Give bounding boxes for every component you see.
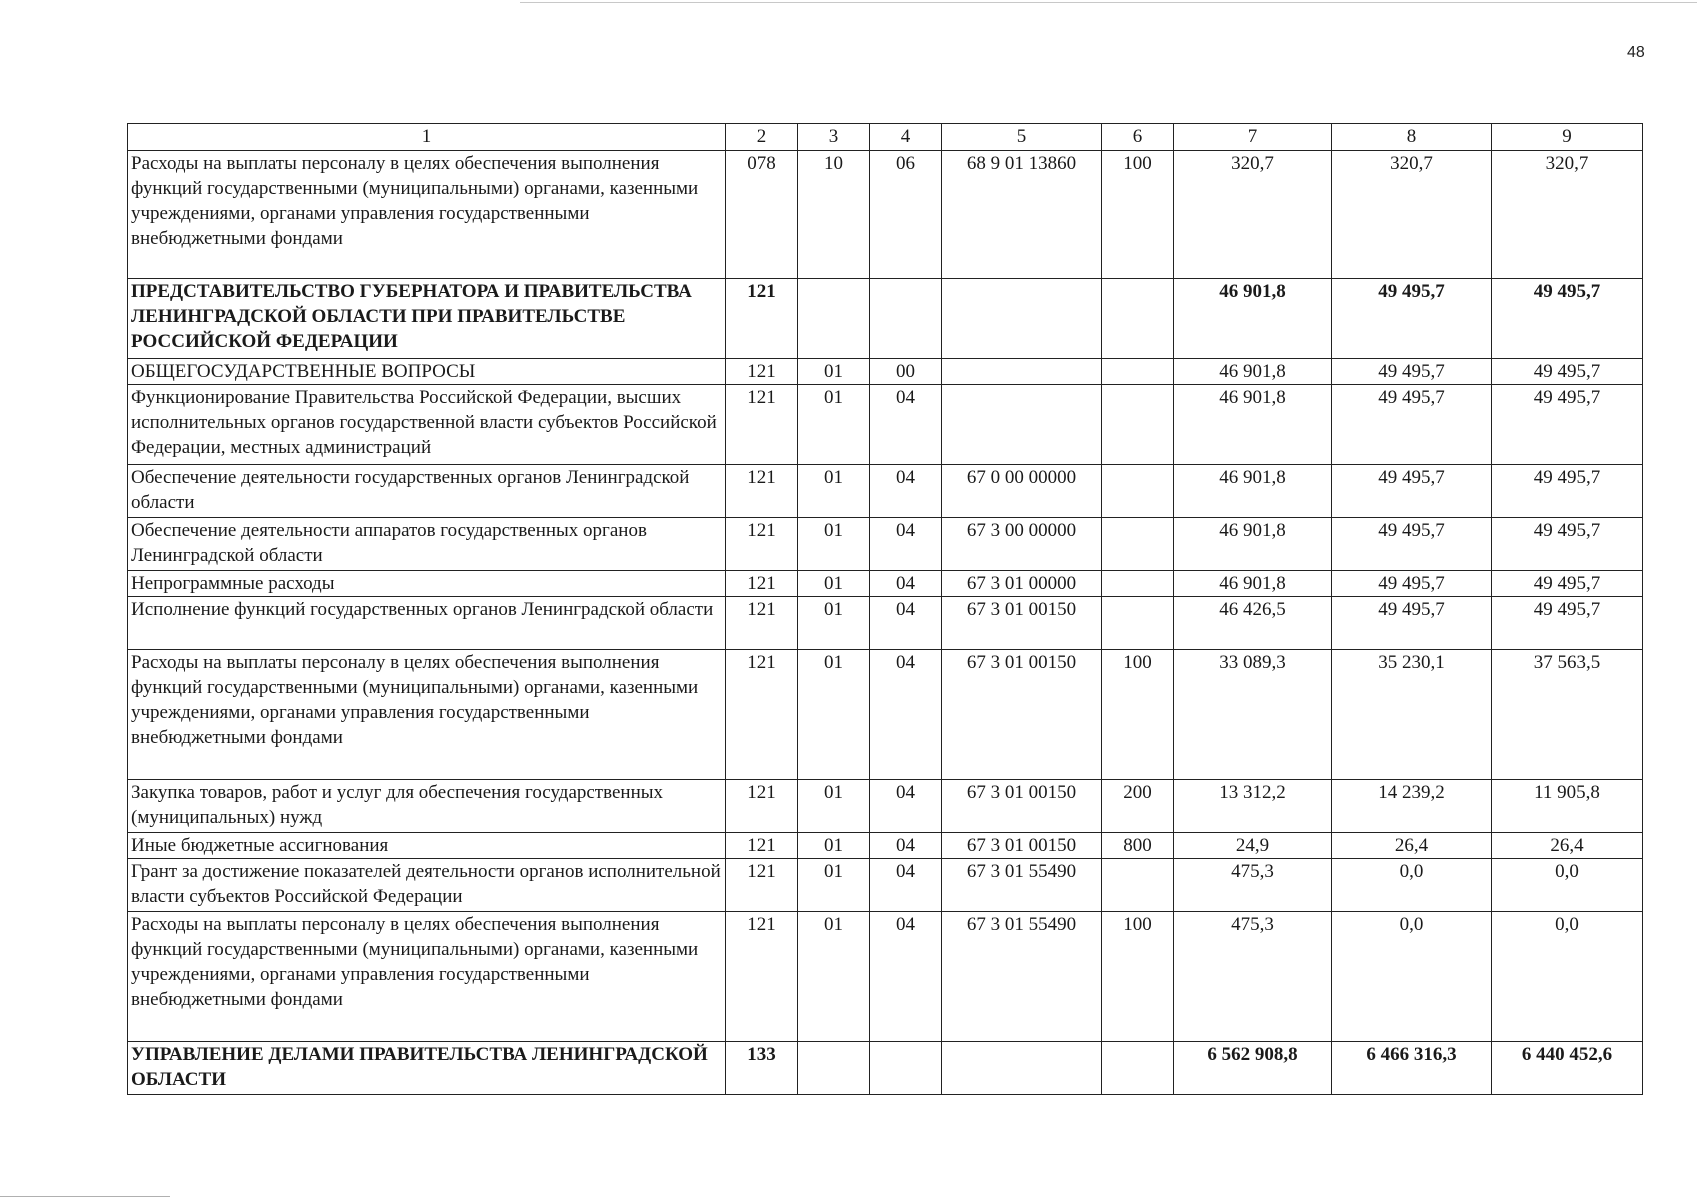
target-article-cell xyxy=(942,385,1102,465)
table-row xyxy=(128,912,1643,1042)
amount-year3-cell: 320,7 xyxy=(1492,151,1643,279)
section-code-cell: 01 xyxy=(798,518,870,571)
row-name-cell: УПРАВЛЕНИЕ ДЕЛАМИ ПРАВИТЕЛЬСТВА ЛЕНИНГРАДСКОЙ ОБЛАСТИ xyxy=(128,1042,726,1095)
subsection-code-cell: 04 xyxy=(870,597,942,650)
row-name-cell: Закупка товаров, работ и услуг для обеспечения государственных (муниципальных) нужд xyxy=(128,780,726,833)
expense-type-cell xyxy=(1102,279,1174,359)
amount-year3-cell: 49 495,7 xyxy=(1492,518,1643,571)
expense-type-cell: 800 xyxy=(1102,833,1174,859)
amount-year1-cell: 13 312,2 xyxy=(1174,780,1332,833)
amount-year1-cell: 24,9 xyxy=(1174,833,1332,859)
expense-type-cell xyxy=(1102,571,1174,597)
section-code-cell: 01 xyxy=(798,833,870,859)
amount-year3-cell: 49 495,7 xyxy=(1492,571,1643,597)
target-article-cell: 67 3 00 00000 xyxy=(942,518,1102,571)
row-name-cell: Обеспечение деятельности аппаратов государственных органов Ленинградской области xyxy=(128,518,726,571)
target-article-cell: 68 9 01 13860 xyxy=(942,151,1102,279)
grbs-code-cell: 121 xyxy=(726,279,798,359)
subsection-code-cell: 04 xyxy=(870,780,942,833)
table-row xyxy=(128,650,1643,780)
amount-year1-cell: 46 901,8 xyxy=(1174,359,1332,385)
amount-year1-cell: 46 901,8 xyxy=(1174,465,1332,518)
grbs-code-cell: 121 xyxy=(726,571,798,597)
table-row xyxy=(128,780,1643,833)
grbs-code-cell: 121 xyxy=(726,597,798,650)
expense-type-cell xyxy=(1102,359,1174,385)
amount-year1-cell: 6 562 908,8 xyxy=(1174,1042,1332,1095)
column-header: 7 xyxy=(1174,124,1332,151)
subsection-code-cell: 04 xyxy=(870,385,942,465)
amount-year3-cell: 49 495,7 xyxy=(1492,465,1643,518)
amount-year3-cell: 37 563,5 xyxy=(1492,650,1643,780)
column-header: 8 xyxy=(1332,124,1492,151)
row-name-cell: Исполнение функций государственных органов Ленинградской области xyxy=(128,597,726,650)
subsection-code-cell: 04 xyxy=(870,912,942,1042)
row-name-cell: Расходы на выплаты персоналу в целях обеспечения выполнения функций государственными (муниципальными) органами, казенными учреждениями, органами управления государственными внебюджетными фондами xyxy=(128,151,726,279)
target-article-cell xyxy=(942,279,1102,359)
row-name-cell: Непрограммные расходы xyxy=(128,571,726,597)
row-name-cell: Функционирование Правительства Российской Федерации, высших исполнительных органов государственной власти субъектов Российской Федерации, местных администраций xyxy=(128,385,726,465)
subsection-code-cell: 00 xyxy=(870,359,942,385)
section-code-cell: 01 xyxy=(798,650,870,780)
table-row xyxy=(128,833,1643,859)
target-article-cell: 67 0 00 00000 xyxy=(942,465,1102,518)
budget-table xyxy=(127,123,1643,1095)
table-row xyxy=(128,279,1643,359)
expense-type-cell: 100 xyxy=(1102,650,1174,780)
expense-type-cell xyxy=(1102,518,1174,571)
expense-type-cell xyxy=(1102,1042,1174,1095)
table-row xyxy=(128,151,1643,279)
amount-year3-cell: 26,4 xyxy=(1492,833,1643,859)
subsection-code-cell: 04 xyxy=(870,650,942,780)
target-article-cell: 67 3 01 00000 xyxy=(942,571,1102,597)
subsection-code-cell: 04 xyxy=(870,571,942,597)
amount-year3-cell: 49 495,7 xyxy=(1492,279,1643,359)
amount-year3-cell: 49 495,7 xyxy=(1492,597,1643,650)
row-name-cell: Иные бюджетные ассигнования xyxy=(128,833,726,859)
amount-year3-cell: 49 495,7 xyxy=(1492,385,1643,465)
table-row xyxy=(128,597,1643,650)
section-code-cell: 01 xyxy=(798,359,870,385)
amount-year1-cell: 46 426,5 xyxy=(1174,597,1332,650)
amount-year1-cell: 475,3 xyxy=(1174,859,1332,912)
section-code-cell: 10 xyxy=(798,151,870,279)
amount-year3-cell: 49 495,7 xyxy=(1492,359,1643,385)
subsection-code-cell: 04 xyxy=(870,833,942,859)
row-name-cell: Расходы на выплаты персоналу в целях обеспечения выполнения функций государственными (муниципальными) органами, казенными учреждениями, органами управления государственными внебюджетными фондами xyxy=(128,912,726,1042)
top-rule xyxy=(520,2,1697,3)
column-header: 1 xyxy=(128,124,726,151)
column-header-row xyxy=(128,124,1643,151)
grbs-code-cell: 078 xyxy=(726,151,798,279)
section-code-cell: 01 xyxy=(798,859,870,912)
amount-year2-cell: 49 495,7 xyxy=(1332,279,1492,359)
section-code-cell: 01 xyxy=(798,465,870,518)
row-name-cell: ПРЕДСТАВИТЕЛЬСТВО ГУБЕРНАТОРА И ПРАВИТЕЛЬСТВА ЛЕНИНГРАДСКОЙ ОБЛАСТИ ПРИ ПРАВИТЕЛЬСТВЕ РОССИЙСКОЙ ФЕДЕРАЦИИ xyxy=(128,279,726,359)
row-name-cell: Грант за достижение показателей деятельности органов исполнительной власти субъектов Российской Федерации xyxy=(128,859,726,912)
section-code-cell: 01 xyxy=(798,780,870,833)
amount-year2-cell: 49 495,7 xyxy=(1332,571,1492,597)
expense-type-cell xyxy=(1102,597,1174,650)
amount-year1-cell: 46 901,8 xyxy=(1174,385,1332,465)
grbs-code-cell: 121 xyxy=(726,912,798,1042)
target-article-cell xyxy=(942,1042,1102,1095)
table-row xyxy=(128,1042,1643,1095)
grbs-code-cell: 121 xyxy=(726,359,798,385)
bottom-scan-mark xyxy=(0,1196,170,1197)
amount-year1-cell: 46 901,8 xyxy=(1174,571,1332,597)
grbs-code-cell: 121 xyxy=(726,465,798,518)
target-article-cell xyxy=(942,359,1102,385)
table-row xyxy=(128,465,1643,518)
expense-type-cell xyxy=(1102,465,1174,518)
column-header: 4 xyxy=(870,124,942,151)
subsection-code-cell: 04 xyxy=(870,518,942,571)
amount-year3-cell: 6 440 452,6 xyxy=(1492,1042,1643,1095)
page-number: 48 xyxy=(1627,44,1645,61)
amount-year1-cell: 46 901,8 xyxy=(1174,518,1332,571)
column-header: 5 xyxy=(942,124,1102,151)
table-row xyxy=(128,571,1643,597)
column-header: 3 xyxy=(798,124,870,151)
target-article-cell: 67 3 01 00150 xyxy=(942,780,1102,833)
column-header: 2 xyxy=(726,124,798,151)
table-row xyxy=(128,359,1643,385)
target-article-cell: 67 3 01 55490 xyxy=(942,859,1102,912)
expense-type-cell xyxy=(1102,385,1174,465)
subsection-code-cell: 04 xyxy=(870,465,942,518)
amount-year3-cell: 0,0 xyxy=(1492,912,1643,1042)
grbs-code-cell: 121 xyxy=(726,833,798,859)
section-code-cell: 01 xyxy=(798,912,870,1042)
row-name-cell: Обеспечение деятельности государственных органов Ленинградской области xyxy=(128,465,726,518)
section-code-cell: 01 xyxy=(798,597,870,650)
section-code-cell xyxy=(798,1042,870,1095)
amount-year2-cell: 49 495,7 xyxy=(1332,465,1492,518)
amount-year1-cell: 33 089,3 xyxy=(1174,650,1332,780)
expense-type-cell: 100 xyxy=(1102,912,1174,1042)
amount-year2-cell: 320,7 xyxy=(1332,151,1492,279)
expense-type-cell: 200 xyxy=(1102,780,1174,833)
table-body xyxy=(128,124,1643,1095)
amount-year2-cell: 0,0 xyxy=(1332,912,1492,1042)
target-article-cell: 67 3 01 00150 xyxy=(942,597,1102,650)
grbs-code-cell: 121 xyxy=(726,650,798,780)
subsection-code-cell: 06 xyxy=(870,151,942,279)
amount-year2-cell: 49 495,7 xyxy=(1332,385,1492,465)
grbs-code-cell: 121 xyxy=(726,518,798,571)
row-name-cell: Расходы на выплаты персоналу в целях обеспечения выполнения функций государственными (муниципальными) органами, казенными учреждениями, органами управления государственными внебюджетными фондами xyxy=(128,650,726,780)
amount-year2-cell: 14 239,2 xyxy=(1332,780,1492,833)
subsection-code-cell: 04 xyxy=(870,859,942,912)
grbs-code-cell: 121 xyxy=(726,780,798,833)
subsection-code-cell xyxy=(870,279,942,359)
expense-type-cell: 100 xyxy=(1102,151,1174,279)
amount-year2-cell: 49 495,7 xyxy=(1332,597,1492,650)
section-code-cell xyxy=(798,279,870,359)
amount-year1-cell: 475,3 xyxy=(1174,912,1332,1042)
column-header: 9 xyxy=(1492,124,1643,151)
amount-year1-cell: 46 901,8 xyxy=(1174,279,1332,359)
target-article-cell: 67 3 01 00150 xyxy=(942,650,1102,780)
table-row xyxy=(128,859,1643,912)
expense-type-cell xyxy=(1102,859,1174,912)
section-code-cell: 01 xyxy=(798,385,870,465)
subsection-code-cell xyxy=(870,1042,942,1095)
amount-year2-cell: 49 495,7 xyxy=(1332,359,1492,385)
amount-year2-cell: 6 466 316,3 xyxy=(1332,1042,1492,1095)
row-name-cell: ОБЩЕГОСУДАРСТВЕННЫЕ ВОПРОСЫ xyxy=(128,359,726,385)
table-row xyxy=(128,385,1643,465)
grbs-code-cell: 133 xyxy=(726,1042,798,1095)
grbs-code-cell: 121 xyxy=(726,385,798,465)
table-row xyxy=(128,518,1643,571)
amount-year2-cell: 0,0 xyxy=(1332,859,1492,912)
amount-year3-cell: 11 905,8 xyxy=(1492,780,1643,833)
column-header: 6 xyxy=(1102,124,1174,151)
amount-year1-cell: 320,7 xyxy=(1174,151,1332,279)
amount-year3-cell: 0,0 xyxy=(1492,859,1643,912)
amount-year2-cell: 26,4 xyxy=(1332,833,1492,859)
target-article-cell: 67 3 01 55490 xyxy=(942,912,1102,1042)
grbs-code-cell: 121 xyxy=(726,859,798,912)
section-code-cell: 01 xyxy=(798,571,870,597)
target-article-cell: 67 3 01 00150 xyxy=(942,833,1102,859)
amount-year2-cell: 35 230,1 xyxy=(1332,650,1492,780)
amount-year2-cell: 49 495,7 xyxy=(1332,518,1492,571)
